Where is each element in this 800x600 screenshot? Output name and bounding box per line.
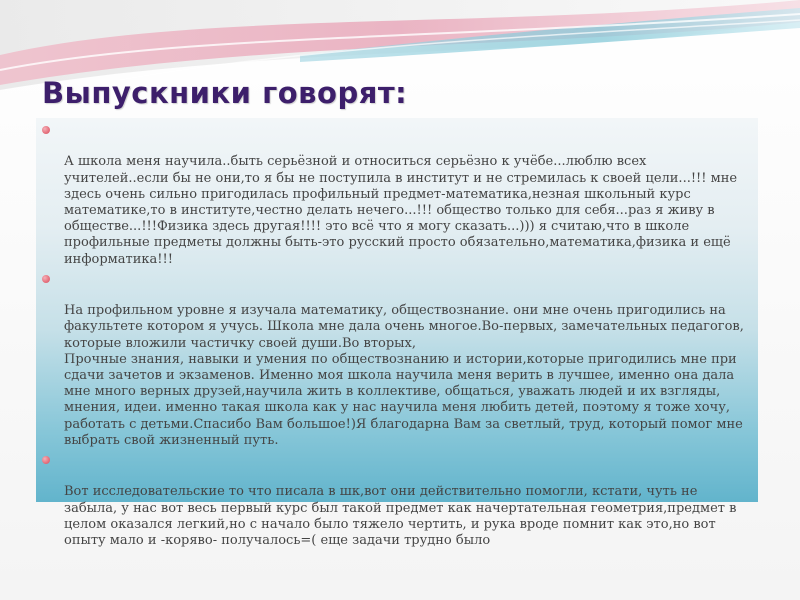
list-item xyxy=(40,122,752,268)
bullet-text: А школа меня научила..быть серьёзной и относиться серьёзно к учёбе...люблю всех учителей..если бы не они,то я бы не поступила в институт и не стремилась к своей цели...!!! мне здесь очень сильно пригодилась профильный предмет-математика,незная школьный курс математике,то в институте,честно делать нечего...!!! общество только для себя...раз я живу в обществе...!!!Физика здесь другая!!!! это всё что я могу сказать...))) я считаю,что в школе профильные предметы должны быть-это русский просто обязательно,математика,физика и ещё информатика!!! xyxy=(64,154,738,267)
bullet-list xyxy=(40,122,752,552)
bullet-dot-icon xyxy=(42,126,50,134)
bullet-text: Вот исследовательские то что писала в шк,вот они действительно помогли, кстати, чуть не забыла, у нас вот весь первый курс был такой предмет как начертательная геометрия,предмет в целом оказался легкий,но с начало было тяжело чертить, и рука вроде помнит как это,но вот опыту мало и -коряво- получалось=( еще задачи трудно было xyxy=(64,484,737,549)
list-item xyxy=(40,452,752,549)
bullet-dot-icon xyxy=(42,275,50,283)
list-item xyxy=(40,271,752,449)
bullet-dot-icon xyxy=(42,456,50,464)
slide-title: Выпускники говорят: xyxy=(42,76,408,110)
bullet-text: На профильном уровне я изучала математику, обществознание. они мне очень пригодились на факультете котором я учусь. Школа мне дала очень многое.Во-первых, замечательных педагогов, которые вложили частичку своей души.Во вторых, Прочные знания, навыки и умения по обществознанию и истории,которые пригодились мне при сдачи зачетов и экзаменов. Именно моя школа научила меня верить в лучшее, именно она дала мне много верных друзей,научила жить в коллективе, общаться, уважать людей и их взгляды, мнения, идеи. именно такая школа как у нас научила меня любить детей, поэтому я тоже хочу, работать с детьми.Спасибо Вам большое!)Я благодарна Вам за светлый, труд, который помог мне выбрать свой жизненный путь. xyxy=(64,303,744,448)
